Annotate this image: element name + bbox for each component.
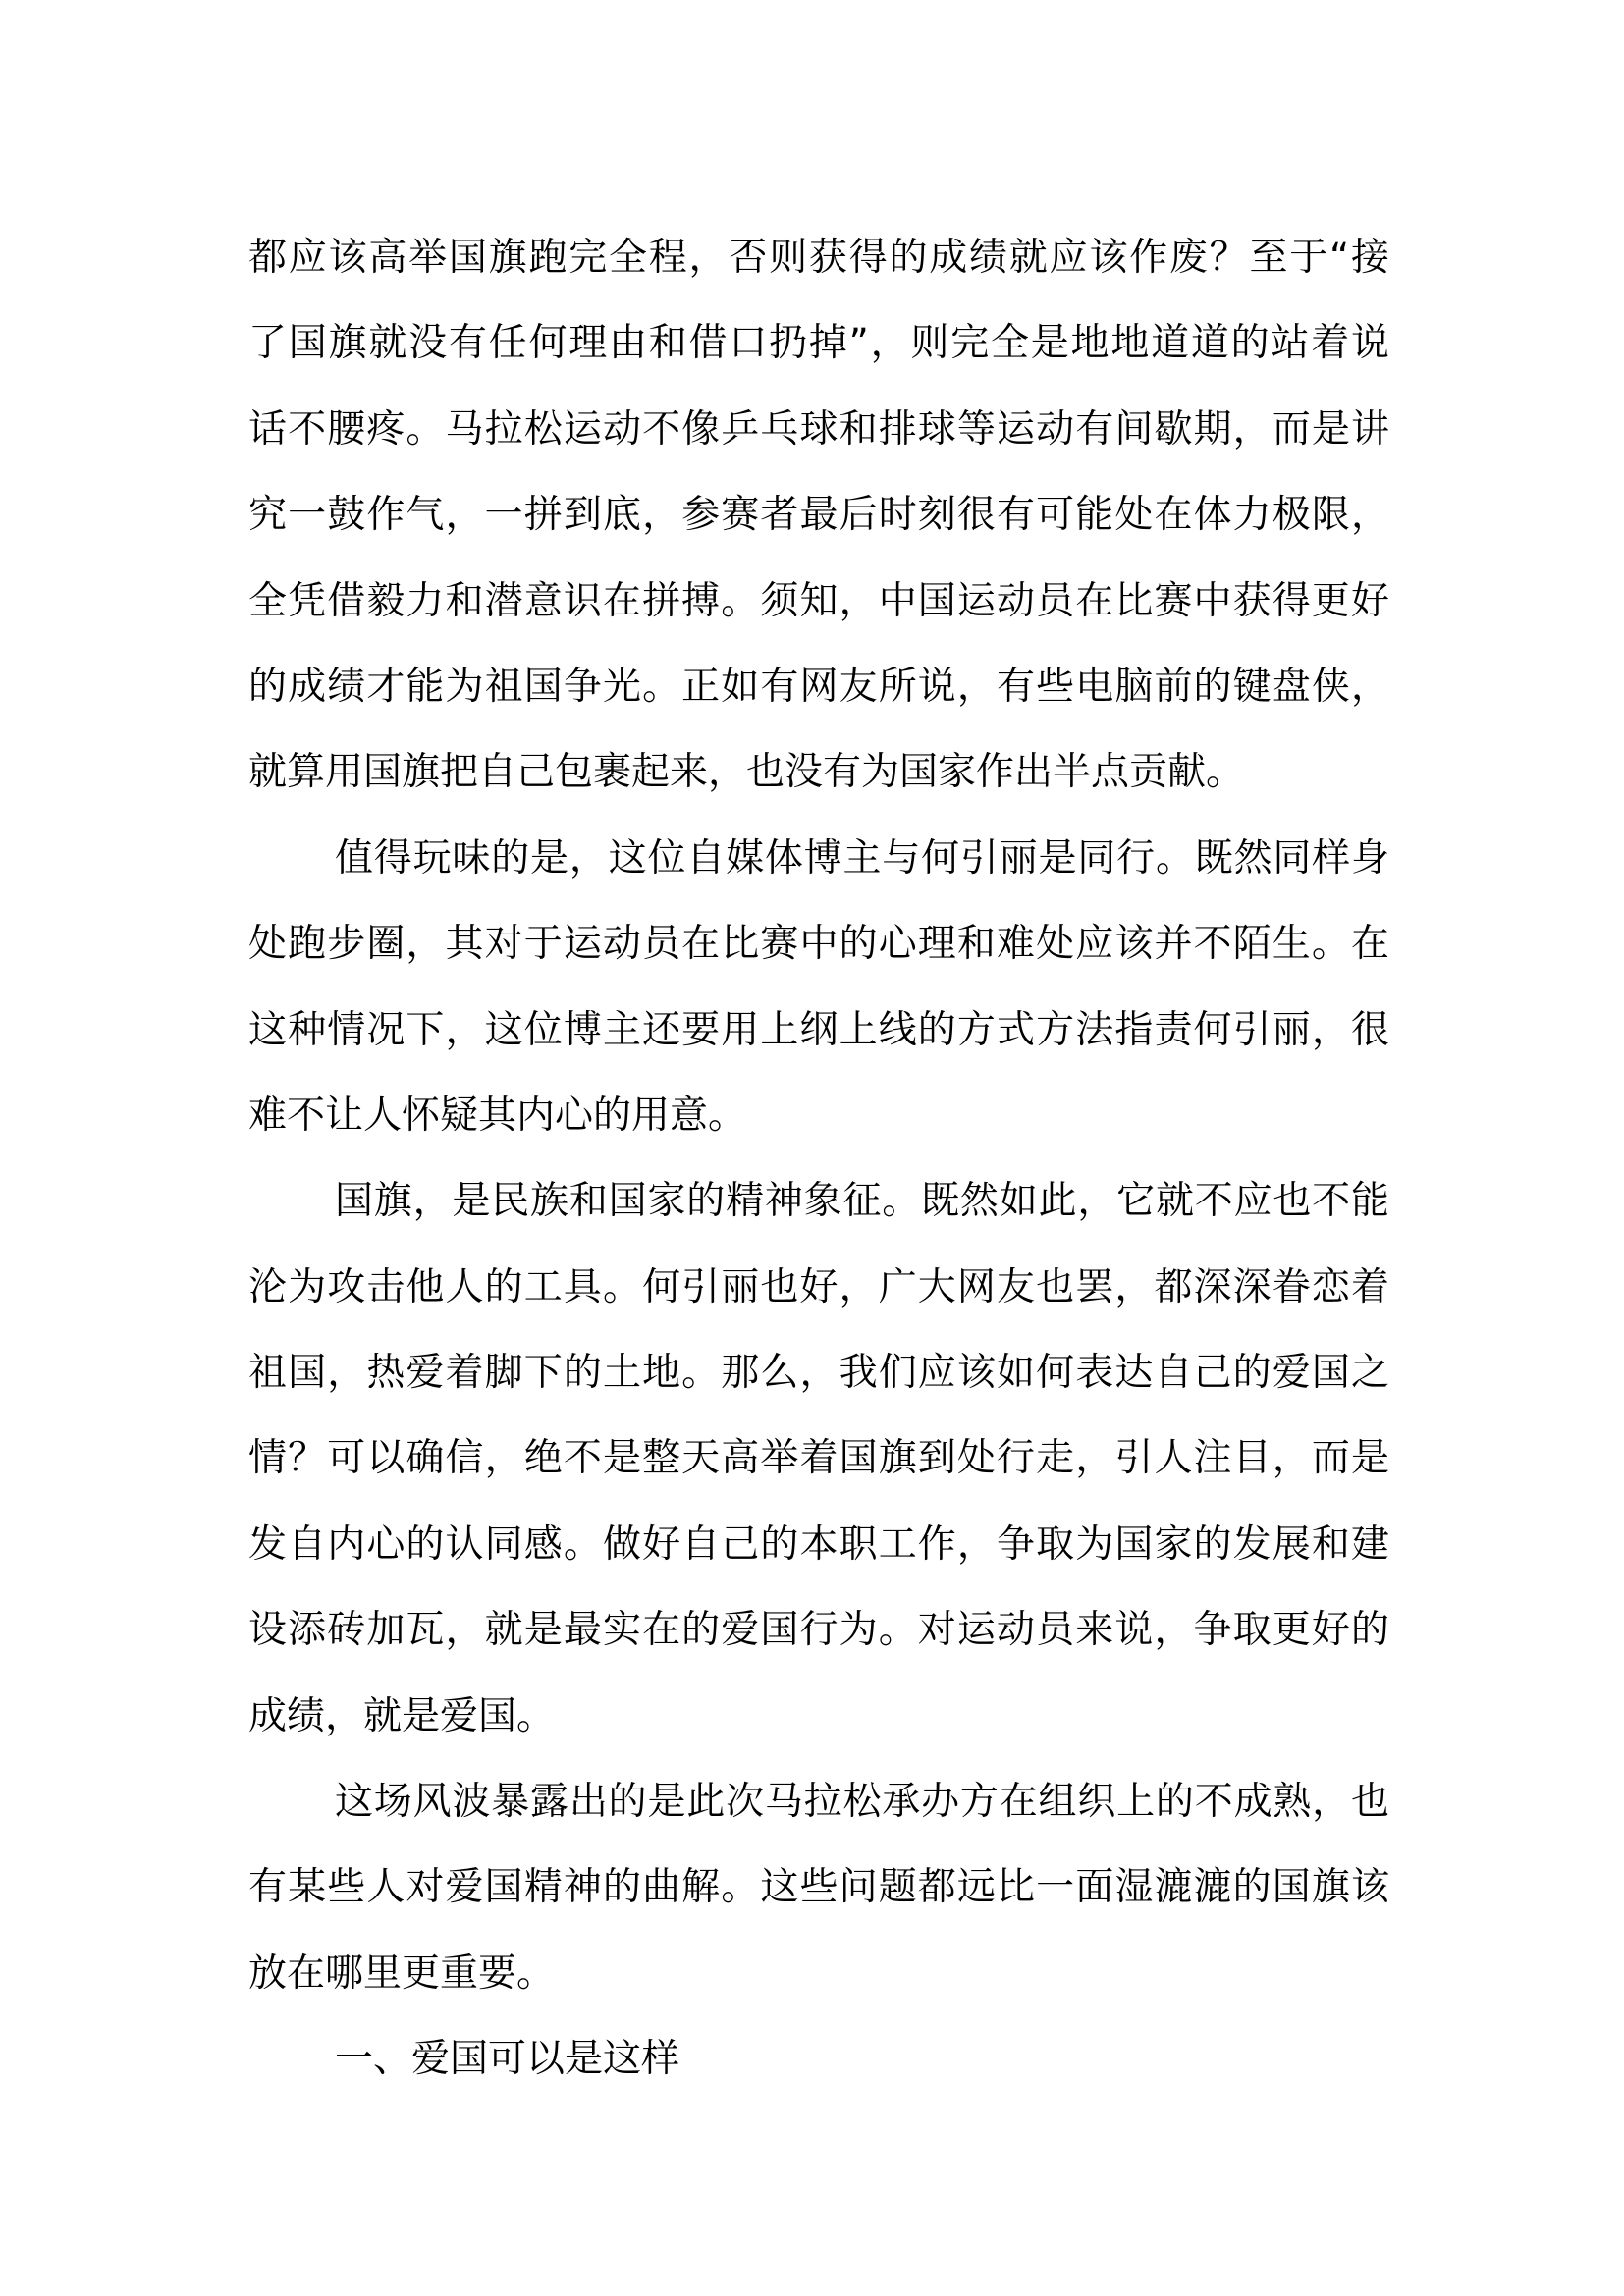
document-page <box>248 215 1389 2103</box>
text-line: 话不腰疼。马拉松运动不像乒乓球和排球等运动有间歇期，而是讲 <box>248 406 1389 452</box>
text-line: 就算用国旗把自己包裹起来，也没有为国家作出半点贡献。 <box>248 750 1245 795</box>
paragraph <box>248 215 1389 816</box>
text-line: 都应该高举国旗跑完全程，否则获得的成绩就应该作废？至于“接 <box>248 236 1389 280</box>
text-line: 祖国，热爱着脚下的土地。那么，我们应该如何表达自己的爱国之 <box>248 1351 1389 1396</box>
text-line: 情？可以确信，绝不是整天高举着国旗到处行走，引人注目，而是 <box>248 1436 1389 1481</box>
paragraph <box>248 816 1389 1159</box>
text-line: 放在哪里更重要。 <box>248 1950 556 1996</box>
text-line: 这种情况下，这位博主还要用上纲上线的方式方法指责何引丽，很 <box>248 1007 1389 1052</box>
text-line: 这场风波暴露出的是此次马拉松承办方在组织上的不成熟，也 <box>335 1780 1389 1825</box>
paragraph <box>248 1158 1389 1759</box>
text-line: 设添砖加瓦，就是最实在的爱国行为。对运动员来说，争取更好的 <box>248 1608 1389 1653</box>
text-line: 沦为攻击他人的工具。何引丽也好，广大网友也罢，都深深眷恋着 <box>248 1264 1389 1309</box>
paragraph <box>248 1759 1389 2016</box>
text-line: 发自内心的认同感。做好自己的本职工作，争取为国家的发展和建 <box>248 1522 1389 1567</box>
text-line: 值得玩味的是，这位自媒体博主与何引丽是同行。既然同样身 <box>335 835 1389 881</box>
text-line: 一、爱国可以是这样 <box>335 2037 680 2082</box>
text-line: 国旗，是民族和国家的精神象征。既然如此，它就不应也不能 <box>335 1179 1389 1224</box>
text-line: 难不让人怀疑其内心的用意。 <box>248 1093 747 1138</box>
text-line: 处跑步圈，其对于运动员在比赛中的心理和难处应该并不陌生。在 <box>248 922 1389 967</box>
text-line: 有某些人对爱国精神的曲解。这些问题都远比一面湿漉漉的国旗该 <box>248 1865 1389 1910</box>
section-heading <box>248 2016 1389 2102</box>
text-line: 成绩，就是爱国。 <box>248 1693 556 1738</box>
text-line: 全凭借毅力和潜意识在拼搏。须知，中国运动员在比赛中获得更好 <box>248 578 1389 623</box>
text-line: 究一鼓作气，一拼到底，参赛者最后时刻很有可能处在体力极限， <box>248 493 1389 538</box>
text-line: 了国旗就没有任何理由和借口扔掉”，则完全是地地道道的站着说 <box>248 321 1389 366</box>
text-line: 的成绩才能为祖国争光。正如有网友所说，有些电脑前的键盘侠， <box>248 664 1389 709</box>
